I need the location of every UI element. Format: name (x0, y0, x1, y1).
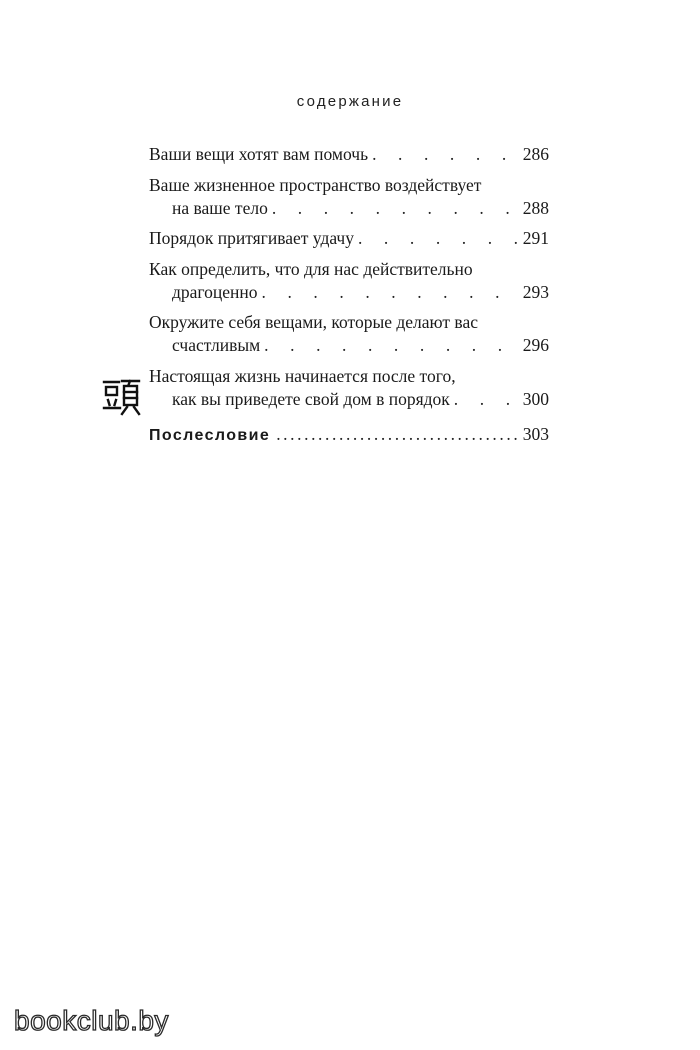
kanji-head-ornament-icon (101, 377, 141, 417)
toc-entry-title: Настоящая жизнь начинается после того, (149, 365, 456, 386)
toc-entry-page: 296 (522, 335, 549, 355)
toc-entry-page: 293 (522, 281, 549, 302)
toc-entry (149, 227, 549, 250)
dot-leader (372, 143, 521, 166)
dot-leader (358, 227, 521, 250)
toc-entry-page: 291 (522, 228, 549, 248)
toc-entry-title-cont: как вы приведете свой дом в порядок (172, 388, 450, 409)
toc-entry-title-cont: драгоценно (172, 281, 258, 302)
afterword-title: Послесловие (149, 426, 271, 444)
toc-entry-title: Ваши вещи хотят вам помочь (149, 144, 369, 164)
toc-entry (149, 143, 549, 166)
table-of-contents (149, 143, 549, 454)
dot-leader (264, 334, 521, 357)
toc-entry-title-cont: на ваше тело (172, 197, 268, 218)
toc-entry-title: Как определить, что для нас действительно (149, 258, 473, 279)
toc-entry-title: Ваше жизненное пространство воздействует (149, 174, 482, 195)
toc-entry (149, 311, 549, 357)
kanji-glyph-icon (101, 377, 141, 417)
running-head: содержание (296, 93, 404, 110)
toc-afterword-entry (149, 423, 549, 447)
dot-leader (272, 197, 521, 220)
toc-entry-title: Окружите себя вещами, которые делают вас (149, 312, 478, 332)
watermark: bookclub.by (14, 1005, 169, 1036)
toc-entry-title-cont: счастливым (172, 335, 261, 355)
dot-leader (276, 423, 521, 446)
toc-entry-page: 300 (522, 388, 549, 409)
toc-entry (149, 365, 549, 411)
toc-entry (149, 258, 549, 304)
toc-entry (149, 174, 549, 220)
afterword-page: 303 (522, 423, 549, 444)
dot-leader (454, 388, 521, 411)
toc-entry-page: 286 (522, 144, 549, 164)
dot-leader (262, 281, 521, 304)
toc-entry-page: 288 (522, 197, 549, 218)
toc-entry-title: Порядок притягивает удачу (149, 228, 354, 248)
